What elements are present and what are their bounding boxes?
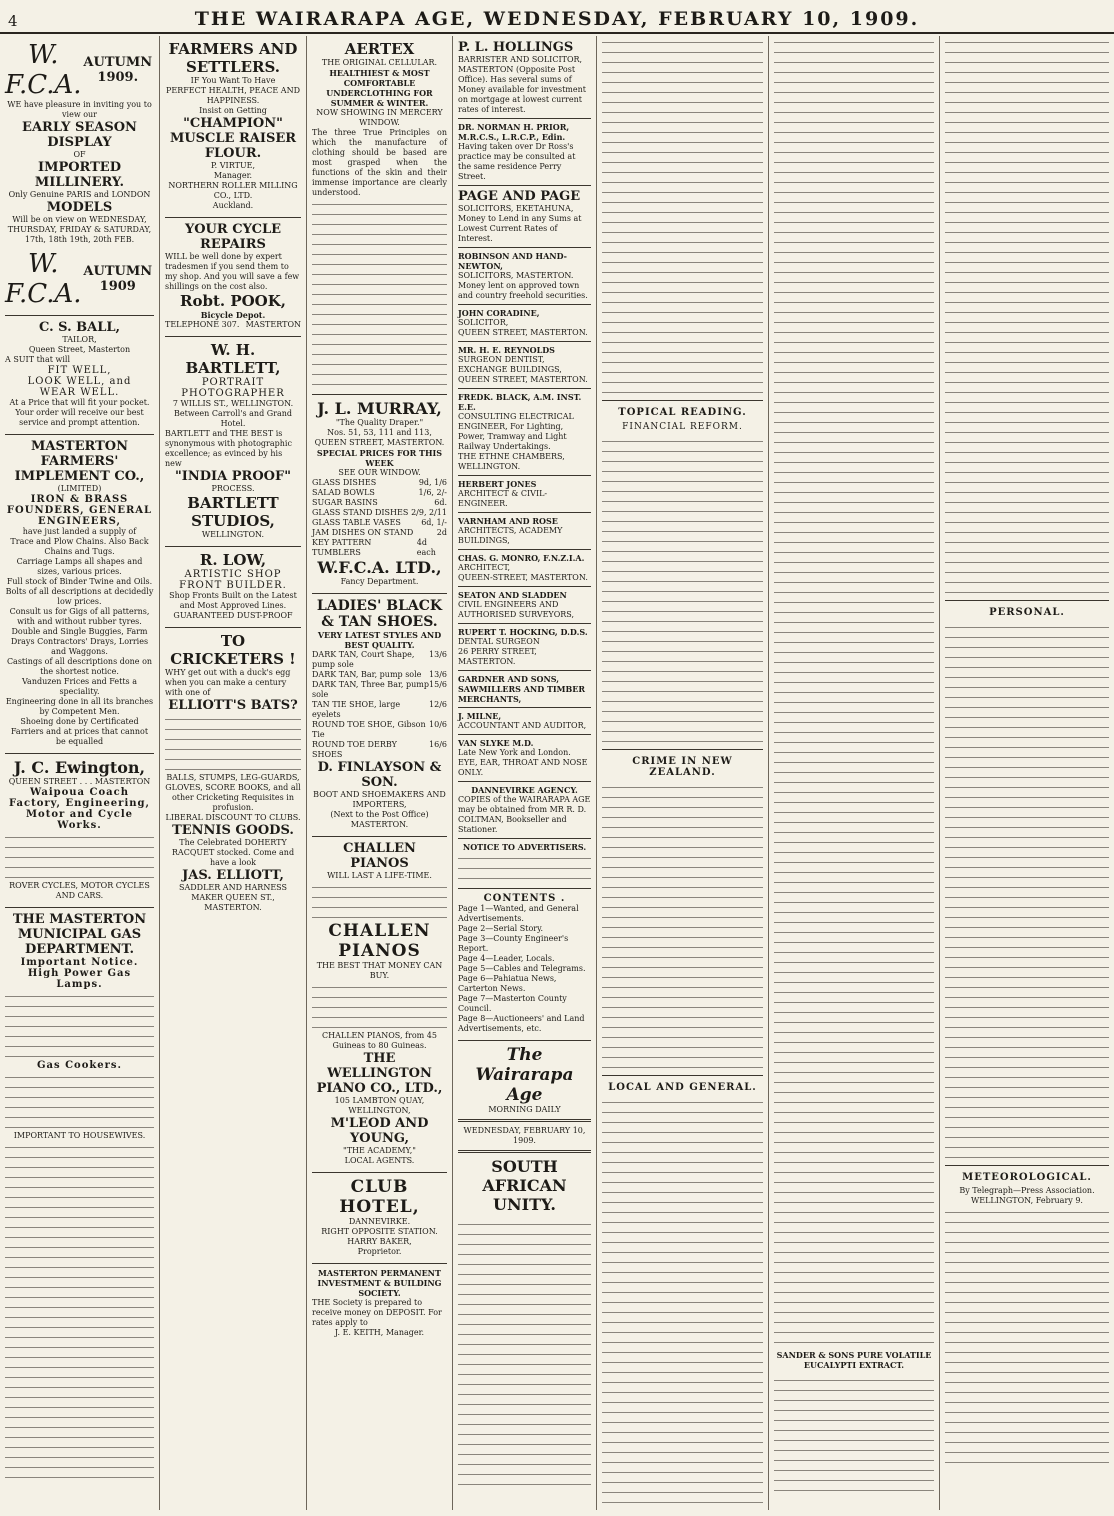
meteorological-heading: METEOROLOGICAL.	[945, 1165, 1109, 1186]
meteorological-source: By Telegraph—Press Association.	[959, 1186, 1095, 1195]
leader-article	[602, 36, 763, 396]
list-item: GLASS TABLE VASES 6d, 1/-	[312, 518, 447, 527]
farmers-title: MASTERTON FARMERS' IMPLEMENT CO.,	[14, 439, 145, 484]
low-guarantee: GUARANTEED DUST-PROOF	[173, 611, 293, 620]
murray-price-list	[312, 478, 447, 558]
flour-if: IF You Want To Have	[190, 76, 276, 85]
murray-special: SPECIAL PRICES FOR THIS WEEK	[316, 448, 443, 468]
hollings-name: P. L. HOLLINGS	[458, 40, 574, 55]
farmers-carriage: Carriage Lamps all shapes and sizes, various prices.	[16, 557, 143, 576]
challen-pianos-ad	[312, 837, 447, 1173]
varnham-name: VARNHAM AND ROSE	[458, 516, 558, 526]
farmers-supply: have just landed a supply of	[22, 527, 137, 536]
challen-title: CHALLEN PIANOS	[343, 841, 416, 871]
aertex-subtitle: THE ORIGINAL CELLULAR.	[321, 58, 438, 67]
ewington-rover: ROVER CYCLES, MOTOR CYCLES AND CARS.	[9, 881, 150, 900]
reynolds-name: MR. H. E. REYNOLDS	[458, 345, 555, 355]
milne-name: J. MILNE,	[458, 711, 502, 721]
finlayson-trade: BOOT AND SHOEMAKERS AND IMPORTERS,	[313, 790, 446, 809]
cycle-body: WILL be well done by expert tradesmen if you send them to my shop. And you will save a few shillings on the cost also.	[165, 252, 300, 291]
autumn-heading: AUTUMN 1909.	[83, 55, 153, 85]
challen-body-2	[312, 981, 447, 1031]
flour-manager: Manager.	[213, 171, 253, 180]
list-item: ROUND TOE DERBY SHOES 16/6	[312, 740, 447, 759]
ewington-factory: Waipoua Coach Factory, Engineering, Motor and Cycle Works.	[9, 787, 150, 831]
ball-name: C. S. BALL,	[38, 320, 121, 335]
gas-notice: Important Notice.	[20, 957, 139, 968]
black-chambers: THE ETHNE CHAMBERS, WELLINGTON.	[458, 452, 565, 471]
farmers-limited: (LIMITED)	[57, 484, 102, 493]
club-right: RIGHT OPPOSITE STATION.	[321, 1227, 438, 1236]
challen-big: CHALLEN PIANOS	[328, 921, 431, 961]
reynolds-address: EXCHANGE BUILDINGS, QUEEN STREET, MASTERTON.	[458, 365, 588, 384]
wfca-logo-bottom: W. F.C.A.	[5, 249, 82, 309]
hollings-address: MASTERTON (Opposite Post Office). Has several sums of Money available for investment on mortgage at lowest current rates of interest.	[458, 65, 586, 114]
contents-list	[458, 904, 591, 1034]
cricket-why: WHY get out with a duck's egg when you can make a century with one of	[165, 668, 291, 697]
coradine-name: JOHN CORADINE,	[458, 308, 540, 318]
murray-subtitle: "The Quality Draper."	[335, 418, 424, 427]
challen-from: CHALLEN PIANOS, from 45 Guineas to 80 Guineas.	[322, 1031, 437, 1050]
society-name: MASTERTON PERMANENT INVESTMENT & BUILDING SOCIETY.	[317, 1268, 442, 1298]
list-item: Page 7—Masterton County Council.	[458, 994, 567, 1013]
gas-lamps-text	[5, 990, 154, 1060]
finance-heading: FINANCIAL REFORM.	[622, 422, 743, 432]
black-body: CONSULTING ELECTRICAL ENGINEER, For Lighting, Power, Tramway and Light Railway Undertakings.	[458, 412, 574, 451]
sanders-body	[774, 1374, 934, 1494]
low-name: R. LOW,	[199, 551, 267, 569]
crime-heading: CRIME IN NEW ZEALAND.	[602, 749, 763, 781]
bartlett-name: W. H. BARTLETT,	[185, 341, 281, 377]
bartlett-trade: PORTRAIT PHOTOGRAPHER	[181, 377, 285, 399]
farmers-castings: Castings of all descriptions done on the shortest notice.	[6, 657, 153, 676]
aertex-window: NOW SHOWING IN MERCERY WINDOW.	[316, 108, 443, 127]
crime-article	[602, 781, 763, 1071]
ladies-price-list	[312, 650, 447, 760]
masthead-title: THE WAIRARAPA AGE, WEDNESDAY, FEBRUARY 10, 1909.	[194, 8, 920, 30]
wfca-logo-left: W. F.C.A.	[5, 40, 82, 100]
gas-department-ad	[5, 908, 154, 1487]
imported-millinery-heading: IMPORTED MILLINERY.	[34, 160, 125, 190]
bartlett-address: 7 WILLIS ST., WELLINGTON.	[172, 399, 294, 408]
wellington-piano: THE WELLINGTON PIANO CO., LTD.,	[316, 1051, 443, 1096]
jones-name: HERBERT JONES	[458, 479, 537, 489]
page-and-page: PAGE AND PAGE	[458, 189, 581, 204]
club-hotel-ad	[312, 1173, 447, 1264]
vanslyke-name: VAN SLYKE M.D.	[458, 738, 534, 748]
club-place: DANNEVIRKE.	[348, 1217, 411, 1226]
coradine-trade: SOLICITOR,	[458, 318, 509, 327]
column-2	[160, 36, 307, 1510]
bartlett-ad	[165, 337, 301, 547]
flour-perfect: PERFECT HEALTH, PEACE AND HAPPINESS.	[166, 86, 300, 105]
monro-trade: ARCHITECT,	[458, 563, 511, 572]
list-item: TAN TIE SHOE, large eyelets 12/6	[312, 700, 447, 719]
cycle-repairs-ad	[165, 218, 301, 337]
list-item: Page 5—Cables and Telegrams.	[458, 964, 586, 973]
robinson-name: ROBINSON AND HAND-NEWTON,	[458, 251, 568, 271]
ladies-title: LADIES' BLACK & TAN SHOES.	[316, 598, 443, 630]
cricketers-ad	[165, 628, 301, 919]
list-item: Page 3—County Engineer's Report.	[458, 934, 569, 953]
society-manager: J. E. KEITH, Manager.	[334, 1328, 425, 1337]
gardner-name: GARDNER AND SONS, SAWMILLERS AND TIMBER MERCHANTS,	[458, 674, 586, 704]
copies-notice: COPIES of the WAIRARAPA AGE may be obtained from MR R. D. COLTMAN, Bookseller and Stationer.	[458, 795, 591, 834]
list-item: SUGAR BASINS 6d.	[312, 498, 447, 507]
list-item: DARK TAN, Court Shape, pump sole 13/6	[312, 650, 447, 669]
milne-trade: ACCOUNTANT AND AUDITOR,	[458, 721, 587, 730]
list-item: Page 8—Auctioneers' and Land Advertisements, etc.	[458, 1014, 585, 1033]
mleod-name: M'LEOD AND YOUNG,	[330, 1116, 429, 1146]
prior-name: DR. NORMAN H. PRIOR, M.R.C.S., L.R.C.P., Edin.	[458, 122, 570, 142]
ball-look: LOOK WELL, and	[27, 376, 132, 387]
tennis-racquet: The Celebrated DOHERTY RACQUET stocked. Come and have a look	[171, 838, 295, 867]
mleod-academy: "THE ACADEMY,"	[343, 1146, 416, 1155]
unity-article	[458, 1218, 591, 1488]
challen-best: THE BEST THAT MONEY CAN BUY.	[316, 961, 443, 980]
robinson-trade: SOLICITORS, MASTERTON.	[458, 271, 574, 280]
notice-advertisers: NOTICE TO ADVERTISERS.	[462, 842, 587, 852]
flour-auckland: Auckland.	[212, 201, 254, 210]
local-heading: LOCAL AND GENERAL.	[602, 1075, 763, 1096]
flour-virtue: P. VIRTUE,	[210, 161, 256, 170]
finlayson-name: D. FINLAYSON & SON.	[317, 760, 442, 790]
ball-address: Queen Street, Masterton	[28, 345, 131, 354]
robinson-money: Money lent on approved town and country freehold securities.	[458, 281, 588, 300]
ball-tailor-ad	[5, 316, 154, 435]
ball-price: At a Price that will fit your pocket.	[9, 398, 150, 407]
bartlett-between: Between Carroll's and Grand Hotel.	[173, 409, 292, 428]
farmers-settlers-heading: FARMERS AND SETTLERS.	[168, 40, 298, 76]
list-item: Page 2—Serial Story.	[458, 924, 544, 933]
tennis-heading: TENNIS GOODS.	[172, 823, 294, 838]
seaton-trade: CIVIL ENGINEERS AND AUTHORISED SURVEYORS,	[458, 600, 575, 619]
genuine-text: Only Genuine PARIS and LONDON	[8, 190, 151, 199]
list-item: GLASS DISHES 9d, 1/6	[312, 478, 447, 487]
society-body: THE Society is prepared to receive money on DEPOSIT. For rates apply to	[312, 1298, 442, 1327]
low-fronts: Shop Fronts Built on the Latest and Most Approved Lines.	[169, 591, 297, 610]
murray-address: Nos. 51, 53, 111 and 113, QUEEN STREET, MASTERTON.	[314, 428, 445, 447]
list-item: SALAD BOWLS 1/6, 2/-	[312, 488, 447, 497]
finance-article	[602, 435, 763, 745]
columns	[0, 36, 1114, 1510]
cricketers-heading: TO CRICKETERS !	[170, 632, 296, 668]
vanslyke-address: Late New York and London.	[458, 748, 571, 757]
gas-title: THE MASTERTON MUNICIPAL GAS DEPARTMENT.	[12, 912, 147, 957]
page-number: 4	[8, 12, 18, 30]
farmers-engineering: Engineering done in all its branches by Competent Men.	[5, 697, 154, 716]
list-item: KEY PATTERN TUMBLERS 4d each	[312, 538, 436, 557]
ball-orders: Your order will receive our best service and prompt attention.	[15, 408, 144, 427]
pook-depot: Bicycle Depot.	[200, 310, 266, 320]
personal-heading: PERSONAL.	[945, 600, 1109, 621]
column-7	[940, 36, 1114, 1510]
early-season-heading: EARLY SEASON DISPLAY	[22, 120, 137, 150]
hollings-trade: BARRISTER AND SOLICITOR,	[458, 55, 583, 64]
murray-ad	[312, 395, 447, 594]
local-article	[602, 1096, 763, 1510]
ewington-address: QUEEN STREET . . . MASTERTON	[8, 777, 151, 786]
wfca-department: Fancy Department.	[340, 577, 419, 586]
vanslyke-speciality: EYE, EAR, THROAT AND NOSE ONLY.	[458, 758, 588, 777]
monro-name: CHAS. G. MONRO, F.N.Z.I.A.	[458, 553, 585, 563]
unity-heading: SOUTH AFRICAN UNITY.	[482, 1157, 567, 1214]
prior-body: Having taken over Dr Ross's practice may be consulted at the same residence Perry Street.	[458, 142, 576, 181]
challen-life: WILL LAST A LIFE-TIME.	[327, 871, 432, 880]
contents-heading: CONTENTS .	[483, 893, 566, 904]
meteorological-dateline: WELLINGTON, February 9.	[971, 1196, 1083, 1205]
building-society-ad	[312, 1264, 447, 1344]
dannevirke-agency: DANNEVIRKE AGENCY.	[471, 785, 578, 795]
elliott-name: JAS. ELLIOTT,	[182, 868, 284, 883]
low-trade: ARTISTIC SHOP FRONT BUILDER.	[179, 569, 287, 591]
murray-name: J. L. MURRAY,	[317, 399, 442, 418]
ball-suit: A SUIT that will	[5, 355, 70, 364]
farmers-buggies: Double and Single Buggies, Farm Drays Contractors' Drays, Lorries and Waggons.	[10, 627, 149, 656]
aertex-ad	[312, 36, 447, 395]
aertex-body-continued	[312, 198, 447, 388]
monro-address: QUEEN-STREET, MASTERTON.	[458, 573, 588, 582]
low-shopfront-ad	[165, 547, 301, 628]
cycle-title: YOUR CYCLE REPAIRS	[184, 222, 282, 252]
column-1	[0, 36, 160, 1510]
gas-housewives: IMPORTANT TO HOUSEWIVES.	[13, 1131, 146, 1140]
farmers-vanduzen: Vanduzen Frices and Fetts a speciality.	[22, 677, 137, 696]
elliott-trade: SADDLER AND HARNESS MAKER QUEEN ST., MASTERTON.	[179, 883, 287, 912]
varnham-trade: ARCHITECTS, ACADEMY BUILDINGS,	[458, 526, 563, 545]
ewington-body-text	[5, 831, 154, 881]
list-item: Page 4—Leader, Locals.	[458, 954, 555, 963]
flour-champion: "CHAMPION" MUSCLE RAISER FLOUR.	[169, 116, 297, 161]
wellington-address: 105 LAMBTON QUAY, WELLINGTON,	[334, 1096, 425, 1115]
murray-window: SEE OUR WINDOW.	[338, 468, 421, 477]
masthead	[0, 6, 1114, 34]
page-money: Money to Lend in any Sums at Lowest Current Rates of Interest.	[458, 214, 582, 243]
view-dates: Will be on view on WEDNESDAY, THURSDAY, FRIDAY & SATURDAY, 17th, 18th 19th, 20th FEB.	[7, 215, 152, 244]
col7-locals	[945, 36, 1109, 596]
elliott-bats: ELLIOTT'S BATS?	[168, 698, 298, 713]
gas-cookers: Gas Cookers.	[36, 1060, 123, 1071]
column-4	[453, 36, 597, 1510]
models-heading: MODELS	[46, 200, 113, 215]
list-item: Page 1—Wanted, and General Advertisements.	[458, 904, 579, 923]
aertex-title: AERTEX	[344, 40, 415, 58]
column-3	[307, 36, 453, 1510]
bartlett-studios: BARTLETT STUDIOS,	[187, 494, 279, 530]
list-item: GLASS STAND DISHES 2/9, 2/11	[312, 508, 447, 517]
gas-cookers-text	[5, 1071, 154, 1131]
gas-lamps: High Power Gas Lamps.	[27, 968, 132, 990]
paper-date: WEDNESDAY, FEBRUARY 10, 1909.	[463, 1126, 586, 1145]
seaton-name: SEATON AND SLADDEN	[458, 590, 567, 600]
reynolds-trade: SURGEON DENTIST,	[458, 355, 545, 364]
farmers-iron: IRON & BRASS FOUNDERS, GENERAL ENGINEERS,	[6, 494, 153, 527]
bartlett-synonym: BARTLETT and THE BEST is synonymous with photographic excellence; as evinced by his new	[165, 429, 292, 468]
jones-trade: ARCHITECT & CIVIL-ENGINEER.	[458, 489, 548, 508]
list-item: Page 6—Pahiatua News, Carterton News.	[458, 974, 557, 993]
challen-body	[312, 881, 447, 921]
black-name: FREDK. BLACK, A.M. INST. E.E.	[458, 392, 582, 412]
wfca-name: W.F.C.A. LTD.,	[317, 558, 442, 577]
cricket-balls: BALLS, STUMPS, LEG-GUARDS, GLOVES, SCORE BOOKS, and all other Cricketing Requisites in profusion.	[165, 773, 301, 812]
aertex-body: The three True Principles on which the manufacture of clothing should be based are most grasped when the functions of the skin and their immense importance are clearly understood.	[312, 128, 447, 197]
autumn-heading-2: AUTUMN 1909	[83, 264, 153, 294]
mleod-agents: LOCAL AGENTS.	[344, 1156, 415, 1165]
farmers-trace: Trace and Plow Chains. Also Back Chains and Tugs.	[10, 537, 149, 556]
pook-telephone: TELEPHONE 307.	[165, 320, 240, 329]
column-5	[597, 36, 769, 1510]
personal-article	[945, 621, 1109, 1161]
hocking-name: RUPERT T. HOCKING, D.D.S.	[458, 627, 588, 637]
club-baker: HARRY BAKER,	[347, 1237, 412, 1246]
club-proprietor: Proprietor.	[357, 1247, 402, 1256]
ball-fit: FIT WELL,	[47, 365, 112, 376]
cricket-discount: LIBERAL DISCOUNT TO CLUBS.	[165, 813, 301, 822]
finlayson-address: (Next to the Post Office) MASTERTON.	[330, 810, 429, 829]
ewington-name: J. C. Ewington,	[13, 758, 146, 777]
meteorological-article	[945, 1206, 1109, 1466]
farmers-bolts: Bolts of all descriptions at decidedly low prices.	[5, 587, 154, 606]
pook-town: MASTERTON	[245, 320, 301, 329]
ball-wear: WEAR WELL.	[39, 387, 120, 398]
ladies-subtitle: VERY LATEST STYLES AND BEST QUALITY.	[317, 630, 442, 650]
hocking-address: 26 PERRY STREET, MASTERTON.	[458, 647, 537, 666]
hocking-trade: DENTAL SURGEON	[458, 637, 540, 646]
farmers-consult: Consult us for Gigs of all patterns, with and without rubber tyres.	[9, 607, 150, 626]
cricket-bats-list	[165, 713, 301, 773]
sanders-notice: SANDER & SONS PURE VOLATILE EUCALYPTI EXTRACT.	[776, 1350, 932, 1370]
local-general-continued	[774, 36, 934, 1346]
list-item: ROUND TOE SHOE, Gibson Tie 10/6	[312, 720, 447, 739]
paper-nameplate	[458, 1041, 591, 1218]
bartlett-india-proof: "INDIA PROOF"	[175, 469, 291, 484]
topical-heading: TOPICAL READING.	[602, 400, 763, 421]
flour-ad	[165, 36, 301, 218]
club-hotel-name: CLUB HOTEL,	[339, 1177, 420, 1217]
ball-trade: TAILOR,	[62, 335, 97, 344]
professional-cards	[458, 36, 591, 889]
farmers-implement-ad	[5, 435, 154, 754]
paper-morning: MORNING DAILY	[488, 1105, 561, 1114]
coradine-address: QUEEN STREET, MASTERTON.	[458, 328, 588, 337]
flour-insist: Insist on Getting	[199, 106, 267, 115]
bartlett-wellington: WELLINGTON.	[201, 530, 265, 539]
flour-mill: NORTHERN ROLLER MILLING CO., LTD.	[168, 181, 298, 200]
paper-name: The Wairarapa Age	[475, 1045, 574, 1105]
bartlett-process: PROCESS.	[211, 484, 255, 493]
ewington-ad	[5, 754, 154, 908]
gas-housewives-text	[5, 1141, 154, 1481]
column-6	[769, 36, 940, 1510]
notice-body	[458, 852, 591, 882]
pook-name: Robt. POOK,	[179, 292, 286, 310]
list-item: JAM DISHES ON STAND 2d	[312, 528, 447, 537]
ladies-shoes-ad	[312, 594, 447, 837]
wfca-autumn-ad	[5, 36, 154, 316]
page-trade: SOLICITORS, EKETAHUNA,	[458, 204, 574, 213]
of-text: OF	[73, 150, 86, 159]
farmers-shoeing: Shoeing done by Certificated Farriers and at prices that cannot be equalled	[10, 717, 149, 746]
invite-text: WE have pleasure in inviting you to view our	[7, 100, 152, 119]
contents-box	[458, 889, 591, 1041]
list-item: DARK TAN, Bar, pump sole 13/6	[312, 670, 447, 679]
aertex-health: HEALTHIEST & MOST COMFORTABLE UNDERCLOTHING FOR SUMMER & WINTER.	[326, 68, 433, 108]
list-item: DARK TAN, Three Bar, pump sole 15/6	[312, 680, 447, 699]
farmers-stock: Full stock of Binder Twine and Oils.	[6, 577, 153, 586]
